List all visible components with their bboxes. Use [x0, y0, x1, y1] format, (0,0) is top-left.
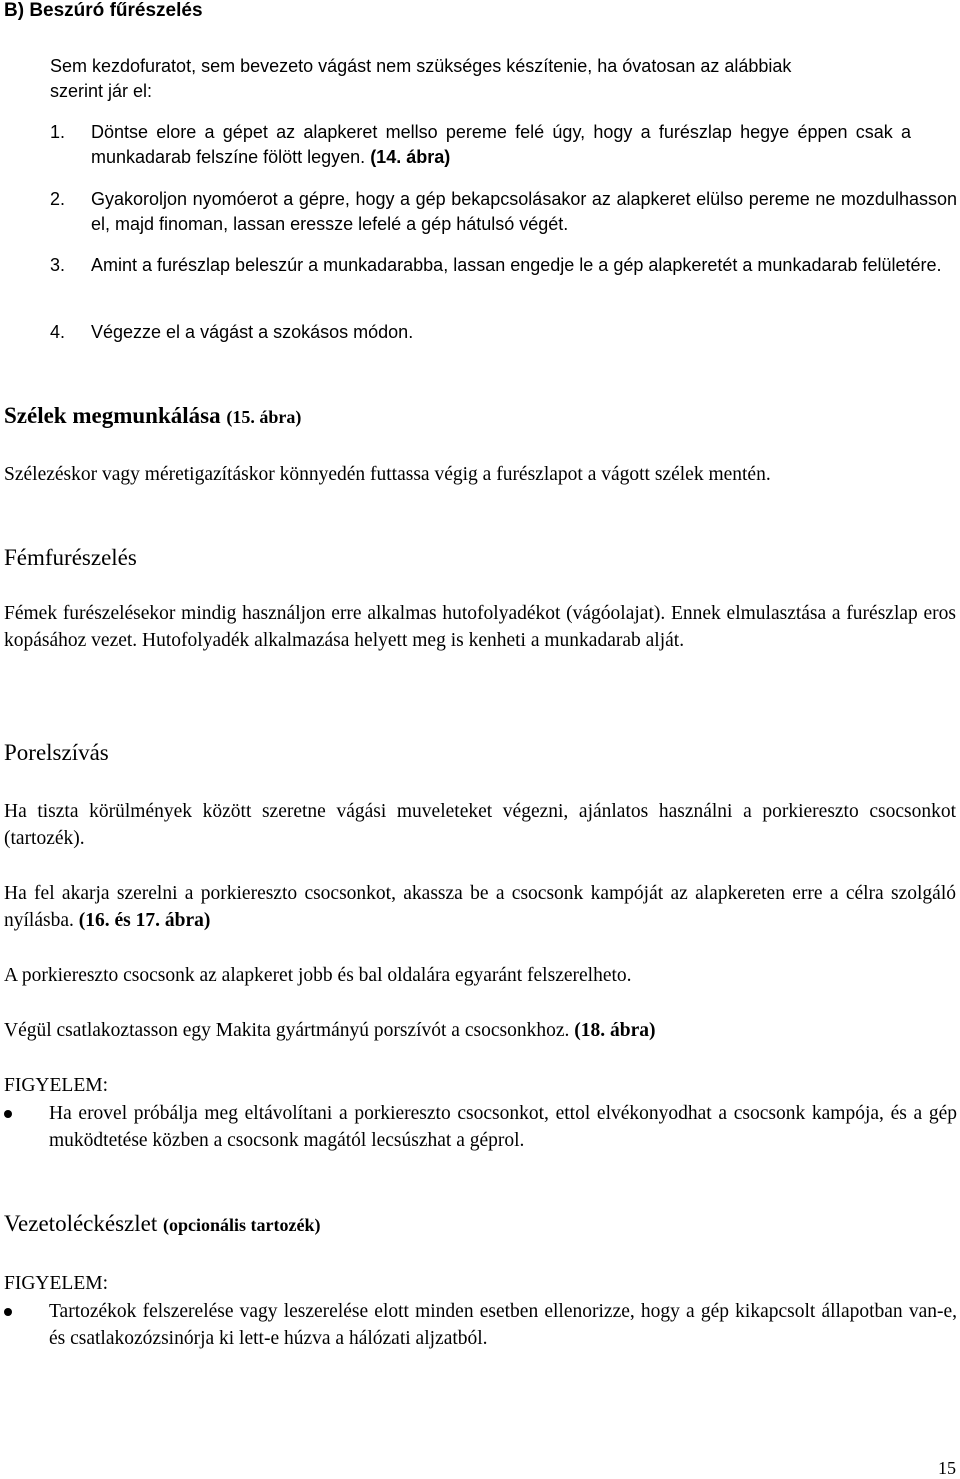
dust-p4 [4, 1017, 956, 1044]
edges-heading-text: Szélek megmunkálása [4, 403, 221, 428]
step-text: Végezze el a vágást a szokásos módon. [91, 322, 414, 342]
section-b-intro-line2: szerint jár el: [50, 81, 153, 101]
section-b-intro-line1: Sem kezdofuratot, sem bevezeto vágást nem szükséges készítenie, ha óvatosan az alábbiak [50, 56, 792, 76]
dust-heading: Porelszívás [4, 740, 109, 765]
step-number: 1. [50, 122, 66, 142]
step-body: Döntse elore a gépet az alapkeret mellso pereme felé úgy, hogy a furészlap hegye éppen csak a munkadarab felszíne fölött legyen. [91, 122, 911, 167]
guide-warning-label: FIGYELEM: [4, 1273, 108, 1294]
bullet-icon [4, 1308, 12, 1316]
metal-text: Fémek furészelésekor mindig használjon erre alkalmas hutofolyadékot (vágóolajat). Ennek elmulasztása a furészlap eros kopásához vezet. Hutofolyadék alkalmazása helyett meg is kenheti a munkadarab alját. [4, 603, 956, 651]
guide-heading-text: Vezetoléckészlet [4, 1211, 158, 1236]
figure-ref: (14. ábra) [370, 147, 451, 167]
metal-heading: Fémfurészelés [4, 545, 137, 570]
step-number: 4. [50, 322, 66, 342]
edges-heading [4, 403, 301, 429]
step-number: 2. [50, 189, 66, 209]
guide-heading-note: (opcionális tartozék) [163, 1215, 321, 1235]
dust-p3: A porkieresztо csocsonk az alapkeret jobb és bal oldalára egyaránt felszerelheto. [4, 965, 632, 986]
bullet-icon [4, 1110, 12, 1118]
edges-text: Szélezéskor vagy méretigazításkor könnyedén futtassa végig a furészlapot a vágott szélek mentén. [4, 464, 771, 485]
dust-warning-label: FIGYELEM: [4, 1075, 108, 1096]
dust-p2-text: Ha fel akarja szerelni a porkieresztо csocsonkot, akassza be a csocsonk kampóját az alapkereten erre a célra szolgáló nyílásba. [4, 883, 956, 931]
dust-p1: Ha tiszta körülmények között szeretne vágási muveleteket végezni, ajánlatos használni a porkieresztо csocsonkot (tartozék). [4, 801, 956, 849]
dust-p2 [4, 880, 956, 934]
step-number: 3. [50, 255, 66, 275]
dust-p4-text: Végül csatlakoztasson egy Makita gyártmányú porszívót a csocsonkhoz. [4, 1020, 570, 1041]
figure-ref: (16. és 17. ábra) [78, 910, 211, 931]
figure-ref: (15. ábra) [226, 407, 302, 427]
figure-ref: (18. ábra) [574, 1020, 656, 1041]
dust-warning-text: Ha erovel próbálja meg eltávolítani a porkieresztо csocsonkot, ettol elvékonyodhat a csocsonk kampója, és a gép muködtetése közben a csocsonk magától lecsúszhat a géprol. [49, 1103, 957, 1151]
step-text: Amint a furészlap beleszúr a munkadarabba, lassan engedje le a gép alapkeretét a munkadarab felületére. [91, 255, 942, 275]
section-b-title: B) Beszúró fűrészelés [4, 0, 203, 21]
step-text [91, 120, 911, 170]
page-number: 15 [938, 1458, 956, 1478]
guide-heading [4, 1211, 320, 1237]
step-text: Gyakoroljon nyomóerot a gépre, hogy a gép bekapcsolásakor az alapkeret elülso pereme ne mozdulhasson el, majd finoman, lassan eressze lefelé a gép hátulsó végét. [91, 189, 957, 234]
guide-warning-text: Tartozékok felszerelése vagy leszerelése elott minden esetben ellenorizze, hogy a gép kikapcsolt állapotban van-e, és csatlakozózsinórja ki lett-e húzva a hálózati aljzatból. [49, 1301, 957, 1349]
